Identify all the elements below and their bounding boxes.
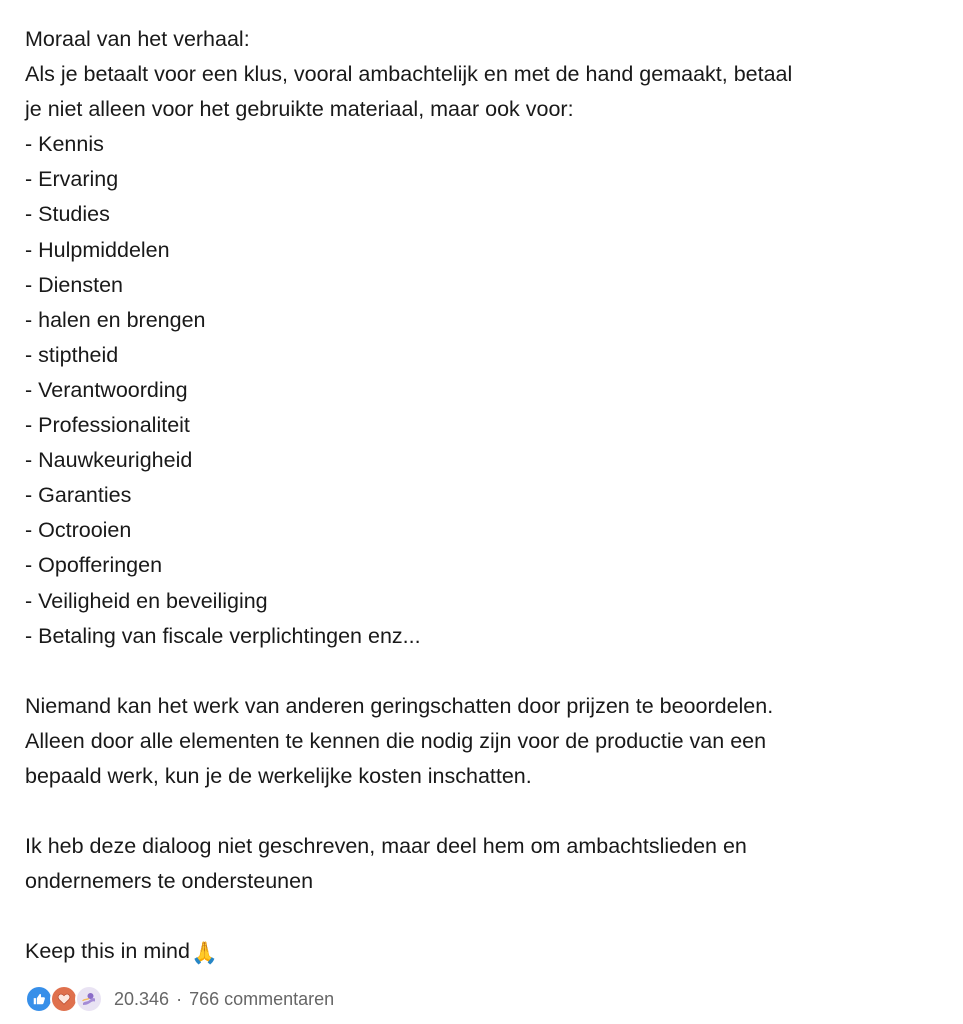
list-item: - Opofferingen [25, 553, 163, 578]
insightful-icon [75, 985, 103, 1013]
cost-list [25, 127, 940, 653]
love-icon [50, 985, 78, 1013]
list-item: - Octrooien [25, 518, 132, 543]
paragraph-line: Alleen door alle elementen te kennen die nodig zijn voor de productie van een [25, 728, 767, 753]
paragraph-line: Niemand kan het werk van anderen geringschatten door prijzen te beoordelen. [25, 693, 774, 718]
list-item: - Diensten [25, 272, 123, 297]
list-item: - stiptheid [25, 342, 119, 367]
closing-line [25, 934, 940, 969]
list-item: - Hulpmiddelen [25, 237, 170, 262]
social-counts-bar [25, 984, 334, 1014]
reactions-summary[interactable] [25, 985, 100, 1013]
list-item: - Veiligheid en beveiliging [25, 588, 268, 613]
post-body [25, 22, 940, 970]
counts [114, 989, 334, 1010]
reaction-count[interactable]: 20.346 [114, 988, 170, 1009]
paragraph-line: Ik heb deze dialoog niet geschreven, maar deel hem om ambachtslieden en [25, 834, 747, 859]
comments-count-link[interactable]: 766 commentaren [189, 988, 335, 1009]
list-item: - Studies [25, 202, 110, 227]
closing-text: Keep this in mind [25, 939, 190, 964]
paragraph-line: ondernemers te ondersteunen [25, 869, 314, 894]
post-sentence-line: Als je betaalt voor een klus, vooral ambachtelijk en met de hand gemaakt, betaal [25, 62, 793, 87]
list-item: - Verantwoording [25, 377, 188, 402]
list-item: - Ervaring [25, 167, 119, 192]
list-item: - Garanties [25, 483, 132, 508]
list-item: - Professionaliteit [25, 413, 190, 438]
paragraph-spacer [25, 794, 940, 829]
list-item: - Kennis [25, 132, 104, 157]
like-icon [25, 985, 53, 1013]
post-intro: Moraal van het verhaal: [25, 27, 250, 51]
list-item: - Betaling van fiscale verplichtingen enz... [25, 623, 421, 648]
paragraph-line: bepaald werk, kun je de werkelijke kosten inschatten. [25, 763, 532, 788]
praying-hands-icon: 🙏 [190, 941, 218, 966]
list-item: - Nauwkeurigheid [25, 448, 193, 473]
paragraph-spacer [25, 899, 940, 934]
list-item: - halen en brengen [25, 307, 206, 332]
separator-dot: · [176, 988, 183, 1009]
paragraph-spacer [25, 654, 940, 689]
post-sentence-line: je niet alleen voor het gebruikte materiaal, maar ook voor: [25, 97, 574, 122]
